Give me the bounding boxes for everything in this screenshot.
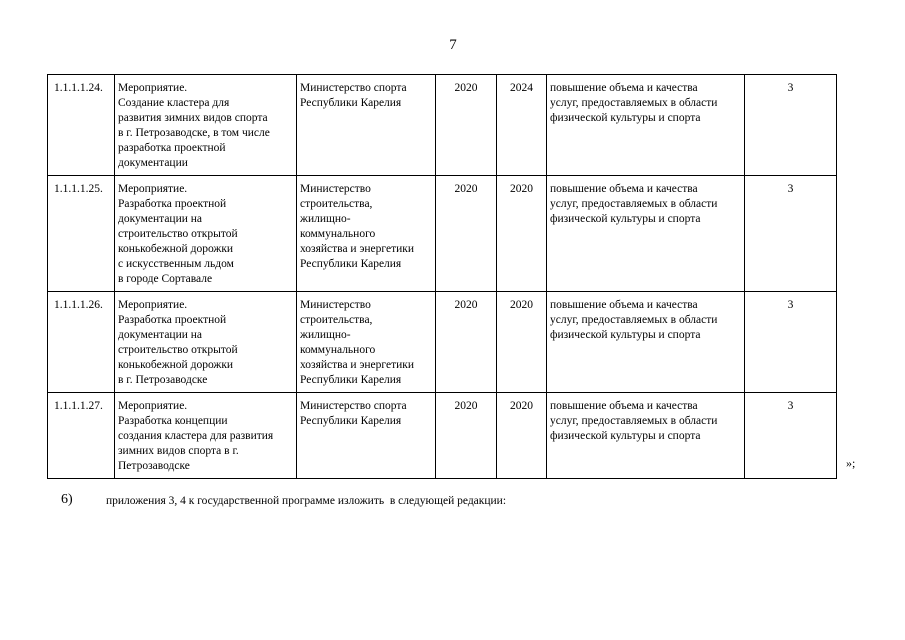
measure-number: 1.1.1.1.27. xyxy=(48,393,115,479)
measure-executor: Министерство строительства, жилищно- коммунального хозяйства и энергетики Республики Карелия xyxy=(297,176,436,292)
table-row xyxy=(48,393,837,479)
item-text: приложения 3, 4 к государственной программе изложить в следующей редакции: xyxy=(106,495,507,507)
expected-result: повышение объема и качества услуг, предоставляемых в области физической культуры и спорта xyxy=(547,393,745,479)
measure-number: 1.1.1.1.26. xyxy=(48,292,115,393)
measure-executor: Министерство спорта Республики Карелия xyxy=(297,75,436,176)
start-year: 2020 xyxy=(436,176,497,292)
measure-executor: Министерство спорта Республики Карелия xyxy=(297,393,436,479)
indicator-ref: 3 xyxy=(745,393,837,479)
start-year: 2020 xyxy=(436,292,497,393)
measure-number: 1.1.1.1.24. xyxy=(48,75,115,176)
indicator-ref: 3 xyxy=(745,292,837,393)
end-year: 2024 xyxy=(497,75,547,176)
measure-number: 1.1.1.1.25. xyxy=(48,176,115,292)
expected-result: повышение объема и качества услуг, предоставляемых в области физической культуры и спорта xyxy=(547,75,745,176)
start-year: 2020 xyxy=(436,75,497,176)
page-number: 7 xyxy=(449,37,457,53)
measure-executor: Министерство строительства, жилищно- коммунального хозяйства и энергетики Республики Карелия xyxy=(297,292,436,393)
table-row xyxy=(48,176,837,292)
indicator-ref: 3 xyxy=(745,176,837,292)
measure-name: Мероприятие. Создание кластера для развития зимних видов спорта в г. Петрозаводске, в том числе разработка проектной документации xyxy=(115,75,297,176)
closing-quote: »; xyxy=(846,456,856,470)
indicator-ref: 3 xyxy=(745,75,837,176)
measure-name: Мероприятие. Разработка проектной документации на строительство открытой конькобежной дорожки в г. Петрозаводске xyxy=(115,292,297,393)
end-year: 2020 xyxy=(497,292,547,393)
measure-name: Мероприятие. Разработка концепции создания кластера для развития зимних видов спорта в г. Петрозаводске xyxy=(115,393,297,479)
end-year: 2020 xyxy=(497,176,547,292)
item-marker: 6) xyxy=(61,492,73,507)
expected-result: повышение объема и качества услуг, предоставляемых в области физической культуры и спорта xyxy=(547,176,745,292)
table-row xyxy=(48,292,837,393)
expected-result: повышение объема и качества услуг, предоставляемых в области физической культуры и спорта xyxy=(547,292,745,393)
measures-table xyxy=(47,74,837,479)
measure-name: Мероприятие. Разработка проектной документации на строительство открытой конькобежной дорожки с искусственным льдом в городе Сортавале xyxy=(115,176,297,292)
table-row xyxy=(48,75,837,176)
end-year: 2020 xyxy=(497,393,547,479)
start-year: 2020 xyxy=(436,393,497,479)
